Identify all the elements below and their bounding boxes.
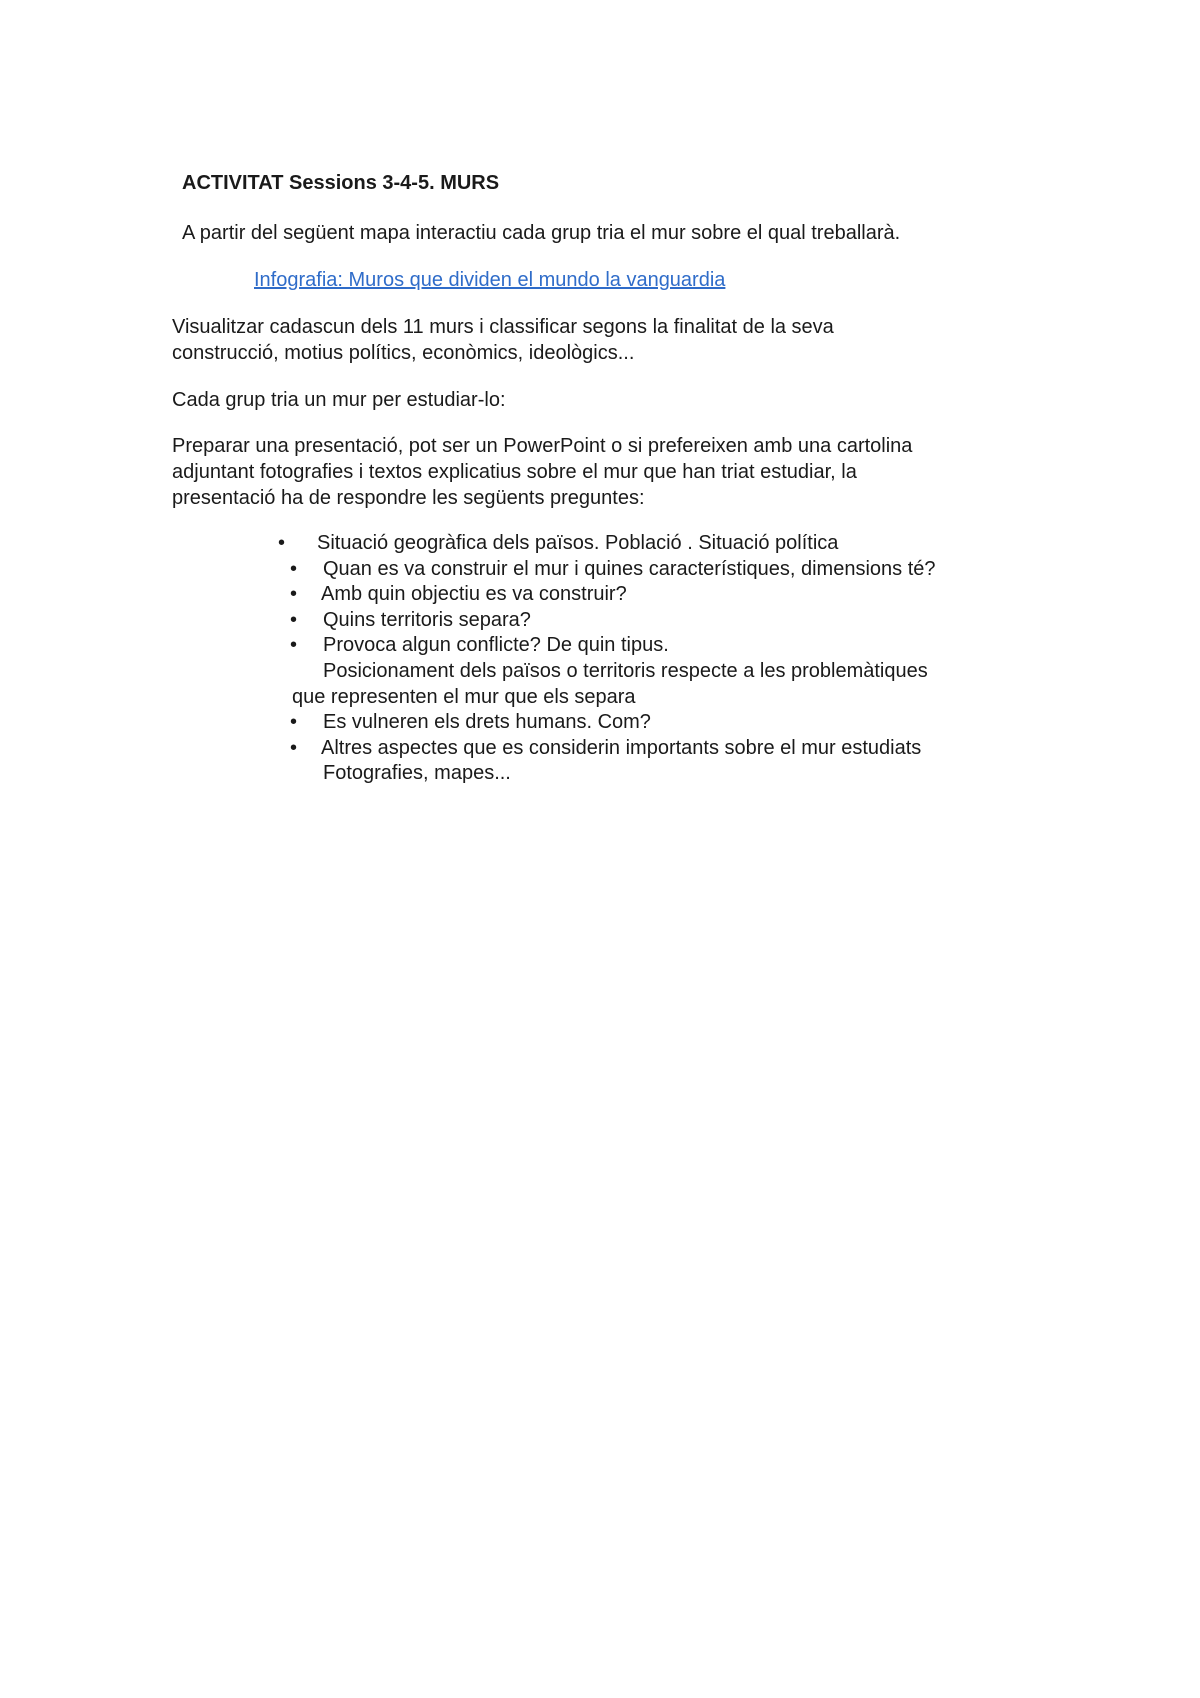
bullet-icon: • bbox=[290, 736, 298, 759]
list-item bbox=[0, 632, 1200, 658]
paragraph-group-choice: Cada grup tria un mur per estudiar-lo: bbox=[172, 389, 506, 411]
infographic-link[interactable]: Infografia: Muros que dividen el mundo la vanguardia bbox=[254, 269, 726, 291]
paragraph-visualize bbox=[172, 314, 1032, 366]
list-item-continuation bbox=[0, 658, 1200, 684]
list-item bbox=[0, 709, 1200, 735]
list-item-text: Es vulneren els drets humans. Com? bbox=[323, 711, 651, 734]
bullet-icon: • bbox=[290, 711, 298, 734]
list-item-text: Situació geogràfica dels països. Població . Situació política bbox=[317, 532, 839, 554]
list-item-continuation bbox=[0, 760, 1200, 786]
bullet-icon: • bbox=[278, 532, 286, 554]
paragraph-line: Visualitzar cadascun dels 11 murs i classificar segons la finalitat de la seva bbox=[172, 316, 834, 338]
list-item-text: Fotografies, mapes... bbox=[323, 762, 511, 785]
list-item-text: Provoca algun conflicte? De quin tipus. bbox=[323, 634, 669, 657]
list-item-text: Quins territoris separa? bbox=[323, 608, 531, 631]
bullet-icon: • bbox=[290, 634, 298, 657]
list-item-text: que representen el mur que els separa bbox=[292, 685, 636, 708]
list-item bbox=[0, 556, 1200, 582]
bullet-icon: • bbox=[290, 583, 298, 606]
list-item bbox=[0, 607, 1200, 633]
paragraph-line: presentació ha de respondre les següents preguntes: bbox=[172, 487, 645, 509]
list-item bbox=[0, 530, 1200, 556]
paragraph-presentation bbox=[172, 433, 1032, 511]
intro-paragraph: A partir del següent mapa interactiu cada grup tria el mur sobre el qual treballarà. bbox=[182, 222, 901, 244]
paragraph-line: construcció, motius polítics, econòmics, ideològics... bbox=[172, 342, 635, 364]
paragraph-line: adjuntant fotografies i textos explicatius sobre el mur que han triat estudiar, la bbox=[172, 461, 857, 483]
list-item-text: Altres aspectes que es considerin importants sobre el mur estudiats bbox=[321, 736, 922, 759]
list-item-text: Quan es va construir el mur i quines característiques, dimensions té? bbox=[323, 557, 936, 580]
list-item bbox=[0, 735, 1200, 761]
list-item bbox=[0, 581, 1200, 607]
bullet-icon: • bbox=[290, 557, 298, 580]
bullet-icon: • bbox=[290, 608, 298, 631]
list-item-text: Posicionament dels països o territoris respecte a les problemàtiques bbox=[323, 659, 928, 682]
question-list bbox=[0, 530, 1200, 786]
paragraph-line: Preparar una presentació, pot ser un PowerPoint o si prefereixen amb una cartolina bbox=[172, 435, 913, 457]
document-title: ACTIVITAT Sessions 3-4-5. MURS bbox=[182, 172, 500, 194]
list-item-continuation bbox=[0, 684, 1200, 710]
list-item-text: Amb quin objectiu es va construir? bbox=[321, 583, 627, 606]
